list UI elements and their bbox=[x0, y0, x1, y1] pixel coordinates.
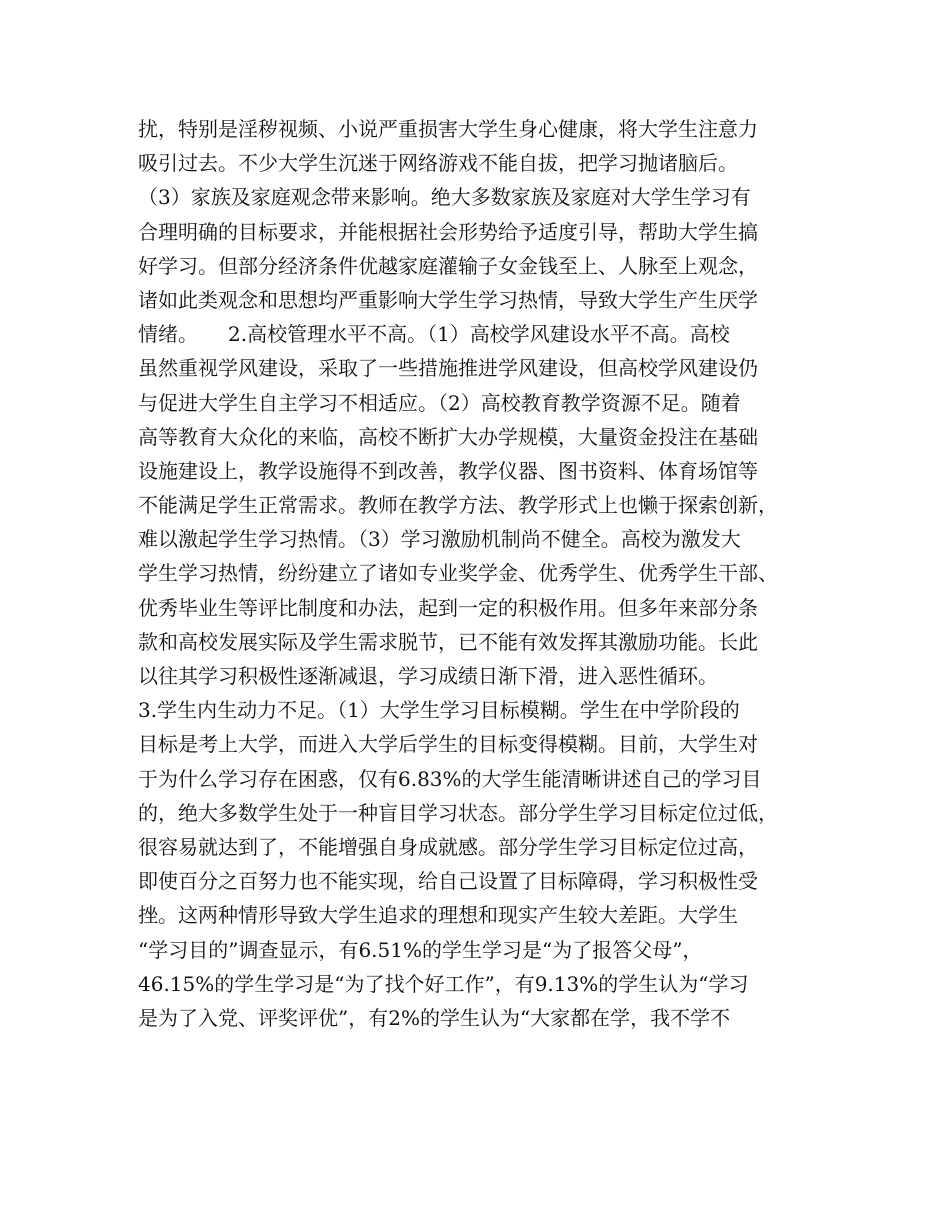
text-line: 高等教育大众化的来临，高校不断扩大办学规模，大量资金投注在基础 bbox=[138, 424, 758, 449]
text-line: 是为了入党、评奖评优”，有2%的学生认为“大家都在学，我不学不 bbox=[138, 1005, 731, 1030]
text-line: 与促进大学生自主学习不相适应。（2）高校教育教学资源不足。随着 bbox=[138, 390, 741, 415]
text-line: 很容易就达到了，不能增强自身成就感。部分学生学习目标定位过高， bbox=[138, 834, 758, 859]
text-line: 即使百分之百努力也不能实现，给自己设置了目标障碍，学习积极性受 bbox=[138, 869, 758, 894]
text-line: 扰，特别是淫秽视频、小说严重损害大学生身心健康，将大学生注意力 bbox=[138, 117, 758, 141]
body-text bbox=[138, 112, 828, 1035]
text-line: 于为什么学习存在困惑，仅有6.83%的大学生能清晰讲述自己的学习目 bbox=[138, 766, 762, 791]
text-line: （3）家族及家庭观念带来影响。绝大多数家族及家庭对大学生学习有 bbox=[138, 185, 751, 210]
text-line: 诸如此类观念和思想均严重影响大学生学习热情，导致大学生产生厌学 bbox=[138, 287, 758, 312]
text-line: 情绪。 2.高校管理水平不高。（1）高校学风建设水平不高。高校 bbox=[138, 322, 730, 347]
text-line: 合理明确的目标要求，并能根据社会形势给予适度引导，帮助大学生搞 bbox=[138, 219, 758, 244]
text-line: 3.学生内生动力不足。（1）大学生学习目标模糊。学生在中学阶段的 bbox=[138, 698, 740, 723]
text-line: 优秀毕业生等评比制度和办法，起到一定的积极作用。但多年来部分条 bbox=[138, 595, 758, 620]
text-line: 好学习。但部分经济条件优越家庭灌输子女金钱至上、人脉至上观念， bbox=[138, 253, 758, 278]
text-line: 难以激起学生学习热情。（3）学习激励机制尚不健全。高校为激发大 bbox=[138, 527, 741, 552]
text-line: 挫。这两种情形导致大学生追求的理想和现实产生较大差距。大学生 bbox=[138, 903, 738, 928]
text-line: 吸引过去。不少大学生沉迷于网络游戏不能自拔，把学习抛诸脑后。 bbox=[138, 151, 738, 176]
text-line: 虽然重视学风建设，采取了一些措施推进学风建设，但高校学风建设仍 bbox=[138, 356, 758, 381]
text-line: 款和高校发展实际及学生需求脱节，已不能有效发挥其激励功能。长此 bbox=[138, 629, 758, 654]
text-line: 46.15%的学生学习是“为了找个好工作”，有9.13%的学生认为“学习 bbox=[138, 971, 749, 996]
text-line: “学习目的”调查显示，有6.51%的学生学习是“为了报答父母”， bbox=[138, 937, 703, 962]
text-line: 以往其学习积极性逐渐减退，学习成绩日渐下滑，进入恶性循环。 bbox=[138, 664, 718, 688]
text-line: 目标是考上大学，而进入大学后学生的目标变得模糊。目前，大学生对 bbox=[138, 732, 758, 757]
text-line: 学生学习热情，纷纷建立了诸如专业奖学金、优秀学生、优秀学生干部、 bbox=[138, 561, 778, 586]
text-line: 的，绝大多数学生处于一种盲目学习状态。部分学生学习目标定位过低， bbox=[138, 800, 778, 825]
text-line: 设施建设上，教学设施得不到改善，教学仪器、图书资料、体育场馆等 bbox=[138, 458, 758, 483]
text-line: 不能满足学生正常需求。教师在教学方法、教学形式上也懒于探索创新， bbox=[138, 493, 778, 518]
